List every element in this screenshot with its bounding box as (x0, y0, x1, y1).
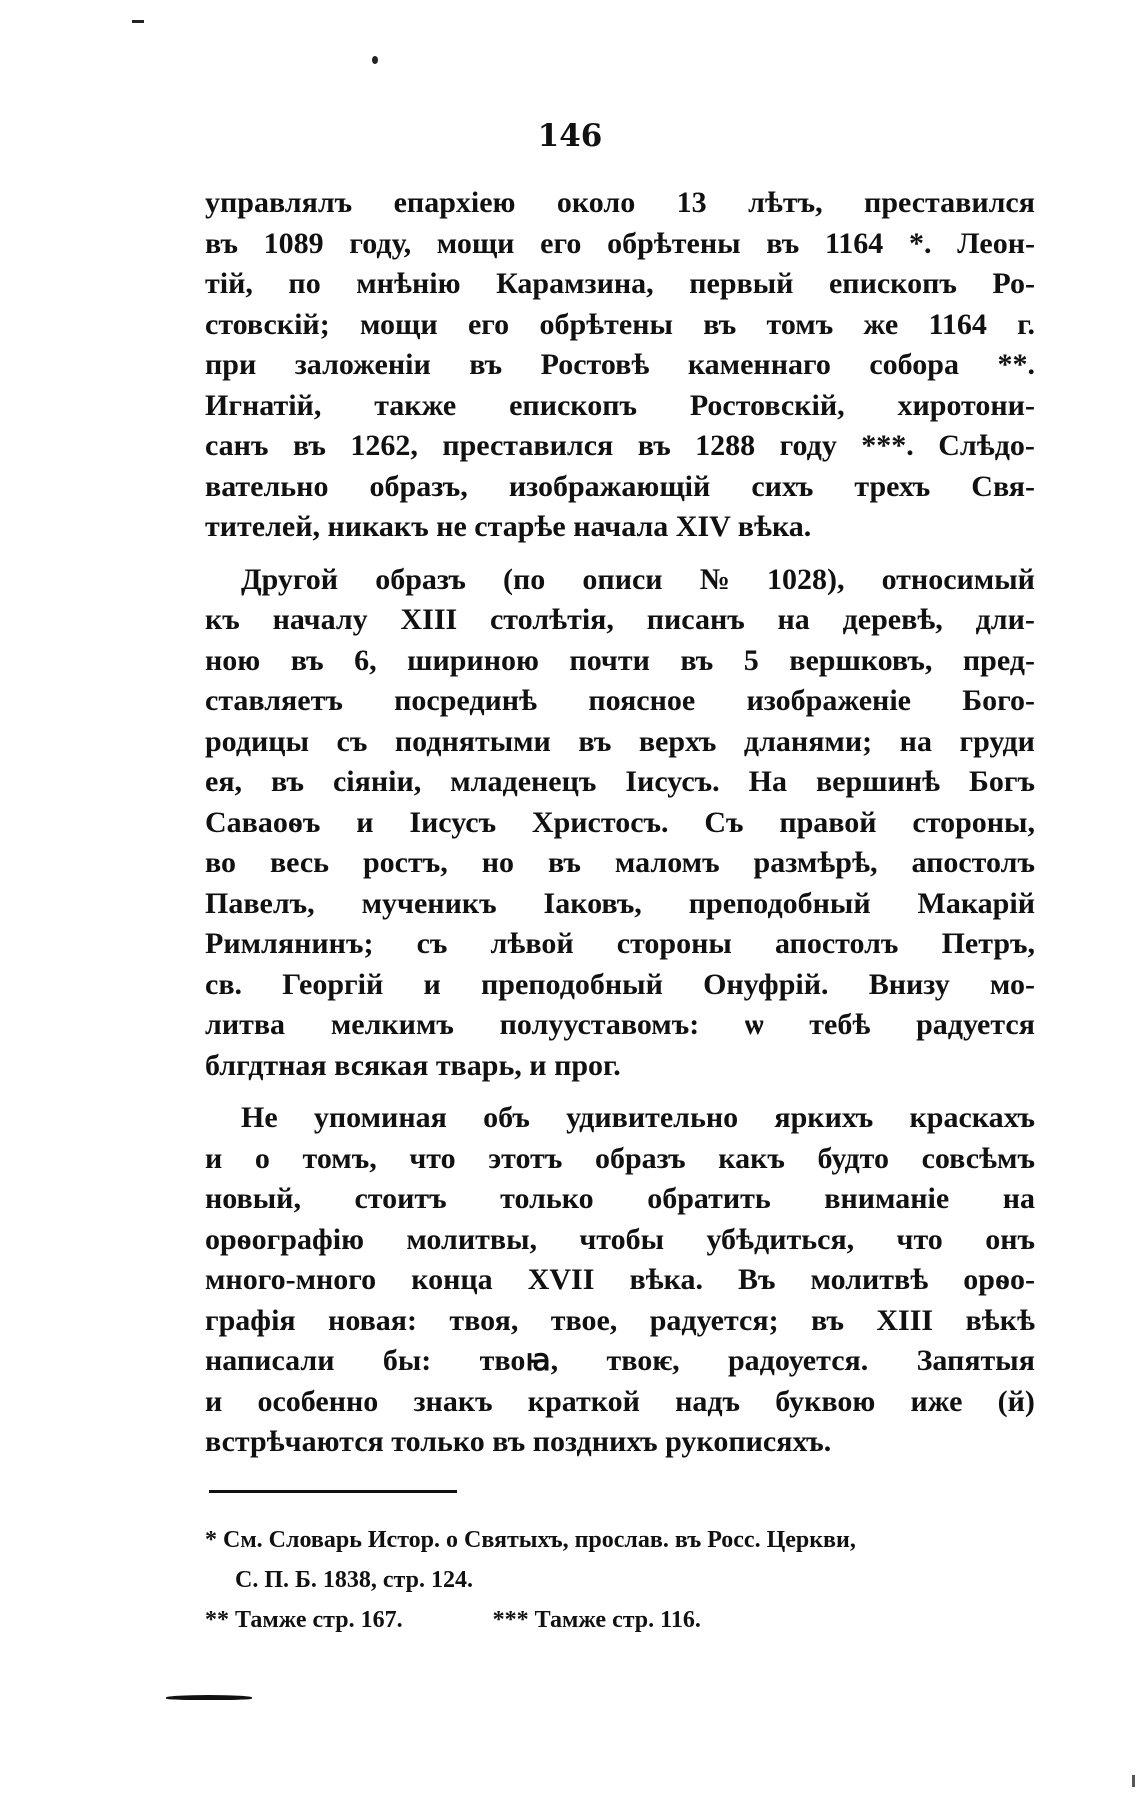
text-line: къ началу XIII столѣтія, писанъ на деревѣ, дли- (205, 603, 1035, 636)
paragraph-2 (205, 560, 1035, 1087)
paragraph-gap (205, 1086, 1035, 1098)
footnote-3: *** Тамже стр. 116. (492, 1607, 701, 1633)
text-line: и особенно знакъ краткой надъ буквою иже (й) (205, 1384, 1035, 1418)
text-line: св. Георгій и преподобный Онуфрій. Внизу мо- (205, 967, 1035, 1001)
paragraph-gap (205, 548, 1035, 560)
paragraph-3 (205, 1098, 1035, 1463)
text-line: встрѣчаются только въ позднихъ рукописяхъ. (205, 1425, 832, 1458)
text-line: вательно образъ, изображающій сихъ трехъ Свя- (205, 469, 1035, 503)
scan-mark-bottom-right (1132, 1775, 1135, 1787)
text-line: написали бы: твоꙗ, твоѥ, радоуется. Запятыя (205, 1344, 1035, 1377)
text-line: блгдтная всякая тварь, и прог. (205, 1048, 621, 1082)
text-line: родицы съ поднятыми въ верхъ дланями; на груди (205, 724, 1035, 758)
footnote-1-line-2: С. П. Б. 1838, стр. 124. (235, 1567, 473, 1593)
text-line: ною въ 6, шириною почти въ 5 вершковъ, пред- (205, 643, 1035, 677)
scan-mark-dot (372, 56, 378, 64)
page-number: 146 (537, 118, 603, 154)
text-line: ея, въ сіяніи, младенецъ Іисусъ. На вершинѣ Богъ (205, 765, 1035, 798)
text-line: ставляетъ посрединѣ поясное изображеніе Бого- (205, 684, 1035, 717)
text-line: Саваоѳъ и Іисусъ Христосъ. Съ правой стороны, (205, 805, 1035, 839)
text-line: при заложеніи въ Ростовѣ каменнаго собора **. (205, 348, 1035, 381)
text-line: въ 1089 году, мощи его обрѣтены въ 1164 *. Леон- (205, 226, 1035, 260)
footnotes (205, 1520, 1035, 1640)
footnote-1-line-1: * См. Словарь Истор. о Святыхъ, прослав. въ Росс. Церкви, (205, 1527, 856, 1553)
text-line: и о томъ, что этотъ образъ какъ будто совсѣмъ (205, 1141, 1035, 1175)
scan-mark-top-left (132, 20, 144, 23)
text-line: санъ въ 1262, преставился въ 1288 году ***. Слѣдо- (205, 429, 1035, 462)
text-line: тій, по мнѣнію Карамзина, первый епископъ Ро- (205, 267, 1035, 300)
text-line: Игнатій, также епископъ Ростовскій, хиротони- (205, 388, 1035, 422)
text-line: Не упоминая объ удивительно яркихъ краскахъ (241, 1101, 1035, 1134)
text-line: Римлянинъ; съ лѣвой стороны апостолъ Петръ, (205, 927, 1035, 960)
text-line: Другой образъ (по описи № 1028), относимый (241, 562, 1035, 596)
text-line: стовскій; мощи его обрѣтены въ томъ же 1164 г. (205, 307, 1035, 341)
text-line: новый, стоитъ только обратить вниманіе на (205, 1182, 1035, 1215)
text-line: много-много конца XVII вѣка. Въ молитвѣ орѳо- (205, 1263, 1035, 1296)
text-line: графія новая: твоя, твое, радуется; въ XIII вѣкѣ (205, 1303, 1035, 1337)
scan-mark-bottom (166, 1695, 252, 1700)
text-line: Павелъ, мученикъ Іаковъ, преподобный Макарій (205, 886, 1035, 920)
text-line: орѳографію молитвы, чтобы убѣдиться, что онъ (205, 1222, 1035, 1256)
text-line: литва мелкимъ полууставомъ: ѡ тебѣ радуется (205, 1008, 1035, 1041)
footnote-2: ** Тамже стр. 167. (205, 1607, 403, 1633)
footnote-separator (209, 1490, 457, 1493)
body-text (205, 183, 1035, 1463)
text-line: управлялъ епархіею около 13 лѣтъ, преставился (205, 186, 1035, 219)
paragraph-1 (205, 183, 1035, 548)
text-line: тителей, никакъ не старѣе начала XIV вѣка. (205, 510, 812, 543)
text-line: во весь ростъ, но въ маломъ размѣрѣ, апостолъ (205, 846, 1035, 879)
footnote-row-2 (205, 1600, 1035, 1640)
